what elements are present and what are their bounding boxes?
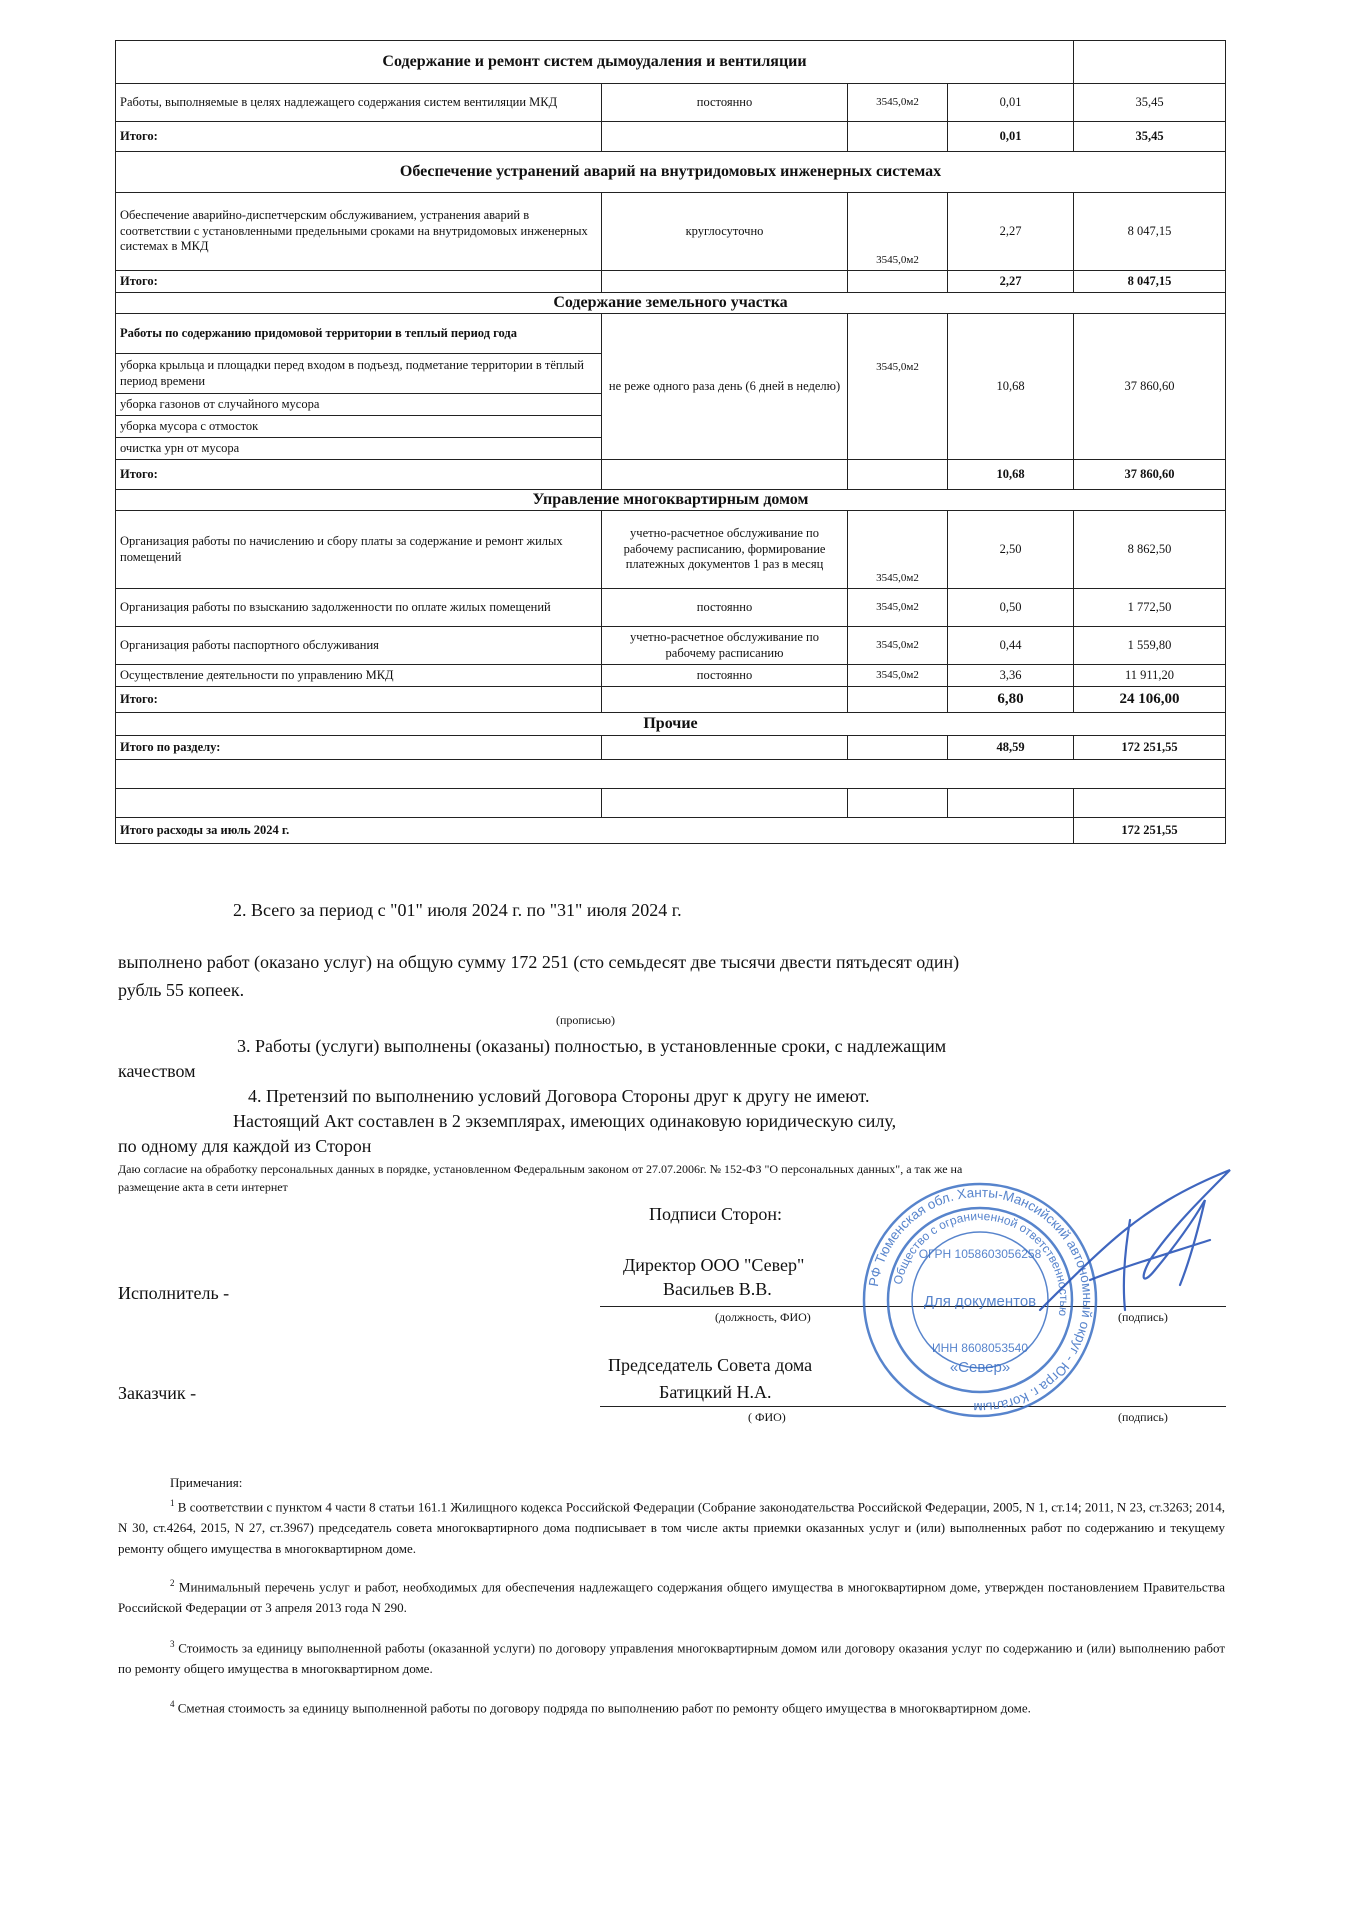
empty-cell (116, 789, 602, 818)
customer-label: Заказчик - (118, 1383, 197, 1403)
note-4 (118, 1697, 1225, 1719)
note-2-text: Минимальный перечень услуг и работ, необходимых для обеспечения надлежащего содержания общего имущества в многоквартирном доме, утвержден постановлением Правительства Российской Федерации от 3 апреля 2013 года N 290. (118, 1579, 1226, 1616)
table-row (116, 589, 1226, 627)
service-periodicity: круглосуточно (602, 193, 848, 271)
total-sum: 8 047,15 (1074, 271, 1226, 293)
section-header-row (116, 152, 1226, 193)
empty-cell (602, 736, 848, 760)
table-row (116, 84, 1226, 122)
paragraph-5-line1: Настоящий Акт составлен в 2 экземплярах, имеющих одинаковую юридическую силу, (233, 1111, 897, 1131)
empty-cell (602, 460, 848, 490)
service-name: очистка урн от мусора (116, 438, 602, 460)
service-rate: 0,50 (948, 589, 1074, 627)
service-rate: 0,44 (948, 627, 1074, 665)
service-periodicity: не реже одного раза день (6 дней в неделю) (602, 314, 848, 460)
seal-inn: ИНН 8608053540 (931, 1341, 1029, 1355)
note-3-text: Стоимость за единицу выполненной работы (оказанной услуги) по договору управления многоквартирным домом или договору оказания услуг по содержанию и (или) выполнению работ по ремонту общего имущества в многоквартирном доме. (118, 1640, 1226, 1677)
total-label: Итого: (116, 460, 602, 490)
act-sheet (115, 40, 1225, 844)
service-unit: 3545,0м2 (848, 627, 948, 665)
paragraph-sum-line1: выполнено работ (оказано услуг) на общую сумму 172 251 (сто семьдесят две тысячи двести пятьдесят один) (118, 952, 960, 972)
paragraph-5-line2: по одному для каждой из Сторон (118, 1136, 372, 1156)
note-1-mark: 1 (170, 1498, 175, 1508)
service-name: уборка крыльца и площадки перед входом в подъезд, подметание территории в тёплый период времени (116, 354, 602, 394)
service-sum: 11 911,20 (1074, 665, 1226, 687)
service-name: Обеспечение аварийно-диспетчерским обслуживанием, устранения аварий в соответствии с установленными предельными сроками на внутридомовых инженерных системах в МКД (116, 193, 602, 271)
empty-cell (116, 760, 1226, 789)
executor-position: Директор ООО "Север" (623, 1255, 805, 1275)
note-1 (118, 1496, 1225, 1560)
empty-cell (848, 122, 948, 152)
service-name: Организация работы паспортного обслуживания (116, 627, 602, 665)
empty-cell (602, 271, 848, 293)
service-rate: 2,50 (948, 511, 1074, 589)
empty-cell (848, 789, 948, 818)
group-header: Работы по содержанию придомовой территории в теплый период года (116, 314, 602, 354)
empty-cell (848, 687, 948, 713)
empty-cell (1074, 789, 1226, 818)
service-sum: 8 047,15 (1074, 193, 1226, 271)
service-sum: 35,45 (1074, 84, 1226, 122)
service-sum: 37 860,60 (1074, 314, 1226, 460)
section-title: Содержание земельного участка (116, 293, 1226, 314)
empty-cell (1074, 41, 1226, 84)
total-rate: 2,27 (948, 271, 1074, 293)
grand-total-label: Итого расходы за июль 2024 г. (116, 818, 1074, 844)
service-name: уборка газонов от случайного мусора (116, 394, 602, 416)
service-rate: 0,01 (948, 84, 1074, 122)
note-2-mark: 2 (170, 1578, 175, 1588)
table-row (116, 627, 1226, 665)
executor-label: Исполнитель - (118, 1283, 230, 1303)
service-periodicity: постоянно (602, 589, 848, 627)
total-row (116, 687, 1226, 713)
service-unit: 3545,0м2 (848, 511, 948, 589)
note-3 (118, 1637, 1225, 1680)
executor-sign-caption: (подпись) (1118, 1310, 1168, 1324)
section-header-row (116, 713, 1226, 736)
service-unit: 3545,0м2 (848, 665, 948, 687)
seal-center: Для документов (923, 1293, 1037, 1310)
paragraph-3-line2: качеством (118, 1061, 196, 1081)
section-header-row (116, 293, 1226, 314)
paragraph-4: 4. Претензий по выполнению условий Договора Стороны друг к другу не имеют. (248, 1086, 870, 1106)
total-row (116, 271, 1226, 293)
table-row (116, 193, 1226, 271)
empty-cell (602, 122, 848, 152)
grand-total-row (116, 818, 1226, 844)
section-total-label: Итого по разделу: (116, 736, 602, 760)
section-total-row (116, 736, 1226, 760)
total-sum: 37 860,60 (1074, 460, 1226, 490)
service-periodicity: постоянно (602, 665, 848, 687)
section-total-rate: 48,59 (948, 736, 1074, 760)
service-periodicity: постоянно (602, 84, 848, 122)
note-1-text: В соответствии с пунктом 4 части 8 статьи 161.1 Жилищного кодекса Российской Федерации (Собрание законодательства Российской Федерации, 2005, N 1, ст.14; 2011, N 23, ст.3263; 2014, N 30, ст.4264, 2015, N 27, ст.3967) председатель совета многоквартирного дома подписывает в том числе акты приемки оказанных услуг и (или) выполненных работ по содержанию и текущему ремонту общего имущества в многоквартирном доме. (118, 1499, 1226, 1556)
table-row (116, 511, 1226, 589)
section-header-row (116, 490, 1226, 511)
signatures-heading: Подписи Сторон: (649, 1204, 783, 1224)
total-label: Итого: (116, 271, 602, 293)
empty-cell (602, 789, 848, 818)
consent-line1: Даю согласие на обработку персональных данных в порядке, установленном Федеральным законом от 27.07.2006г. № 152-ФЗ "О персональных данных", а так же на (118, 1162, 963, 1176)
section-total-sum: 172 251,55 (1074, 736, 1226, 760)
service-sum: 1 772,50 (1074, 589, 1226, 627)
propisyu-caption: (прописью) (556, 1013, 616, 1027)
total-sum: 24 106,00 (1074, 687, 1226, 713)
consent-line2: размещение акта в сети интернет (118, 1180, 288, 1194)
empty-cell (948, 789, 1074, 818)
service-name: Осуществление деятельности по управлению МКД (116, 665, 602, 687)
service-sum: 1 559,80 (1074, 627, 1226, 665)
total-row (116, 460, 1226, 490)
total-rate: 10,68 (948, 460, 1074, 490)
service-name: Организация работы по начислению и сбору платы за содержание и ремонт жилых помещений (116, 511, 602, 589)
blank-row (116, 760, 1226, 789)
total-sum: 35,45 (1074, 122, 1226, 152)
service-name: уборка мусора с отмосток (116, 416, 602, 438)
service-name: Работы, выполняемые в целях надлежащего содержания систем вентиляции МКД (116, 84, 602, 122)
service-periodicity: учетно-расчетное обслуживание по рабочему расписанию, формирование платежных документов 1 раз в месяц (602, 511, 848, 589)
service-sum: 8 862,50 (1074, 511, 1226, 589)
seal-inner-text: Общество с ограниченной ответственностью (890, 1208, 1072, 1318)
total-rate: 6,80 (948, 687, 1074, 713)
service-unit: 3545,0м2 (848, 193, 948, 271)
section-title: Содержание и ремонт систем дымоудаления и вентиляции (116, 41, 1074, 84)
empty-cell (848, 460, 948, 490)
handwritten-signature (1030, 1160, 1260, 1340)
empty-cell (848, 271, 948, 293)
note-4-text: Сметная стоимость за единицу выполненной работы по договору подряда по выполнению работ по ремонту общего имущества в многоквартирном доме. (177, 1700, 1031, 1716)
service-name: Организация работы по взысканию задолженности по оплате жилых помещений (116, 589, 602, 627)
customer-caption: ( ФИО) (748, 1410, 786, 1424)
total-label: Итого: (116, 687, 602, 713)
note-4-mark: 4 (170, 1699, 175, 1709)
paragraph-sum-line2: рубль 55 копеек. (118, 980, 245, 1000)
empty-cell (848, 736, 948, 760)
services-table (115, 40, 1226, 844)
table-row (116, 665, 1226, 687)
executor-caption: (должность, ФИО) (715, 1310, 811, 1324)
grand-total-sum: 172 251,55 (1074, 818, 1226, 844)
seal-outer-text: РФ Тюменская обл. Ханты-Мансийский автономный округ - Югра г. Когалым (865, 1184, 1096, 1416)
service-unit: 3545,0м2 (848, 314, 948, 460)
total-label: Итого: (116, 122, 602, 152)
service-periodicity: учетно-расчетное обслуживание по рабочему расписанию (602, 627, 848, 665)
section-title: Обеспечение устранений аварий на внутридомовых инженерных системах (116, 152, 1226, 193)
total-rate: 0,01 (948, 122, 1074, 152)
service-rate: 2,27 (948, 193, 1074, 271)
service-unit: 3545,0м2 (848, 589, 948, 627)
section-title: Управление многоквартирным домом (116, 490, 1226, 511)
note-2 (118, 1576, 1225, 1619)
note-3-mark: 3 (170, 1639, 175, 1649)
section-title: Прочие (116, 713, 1226, 736)
paragraph-3-line1: 3. Работы (услуги) выполнены (оказаны) полностью, в установленные сроки, с надлежащим (237, 1036, 947, 1056)
executor-name: Васильев В.В. (663, 1279, 772, 1299)
service-rate: 10,68 (948, 314, 1074, 460)
total-row (116, 122, 1226, 152)
seal-ogrn: ОГРН 1058603056258 (918, 1247, 1042, 1261)
service-unit: 3545,0м2 (848, 84, 948, 122)
table-row (116, 314, 1226, 354)
blank-row (116, 789, 1226, 818)
section-header-row (116, 41, 1226, 84)
seal-name: «Север» (949, 1359, 1011, 1376)
customer-sign-caption: (подпись) (1118, 1410, 1168, 1424)
customer-position: Председатель Совета дома (608, 1355, 813, 1375)
customer-name: Батицкий Н.А. (659, 1382, 772, 1402)
service-rate: 3,36 (948, 665, 1074, 687)
paragraph-period: 2. Всего за период с "01" июля 2024 г. по "31" июля 2024 г. (233, 900, 682, 920)
empty-cell (602, 687, 848, 713)
notes-heading: Примечания: (170, 1475, 243, 1490)
